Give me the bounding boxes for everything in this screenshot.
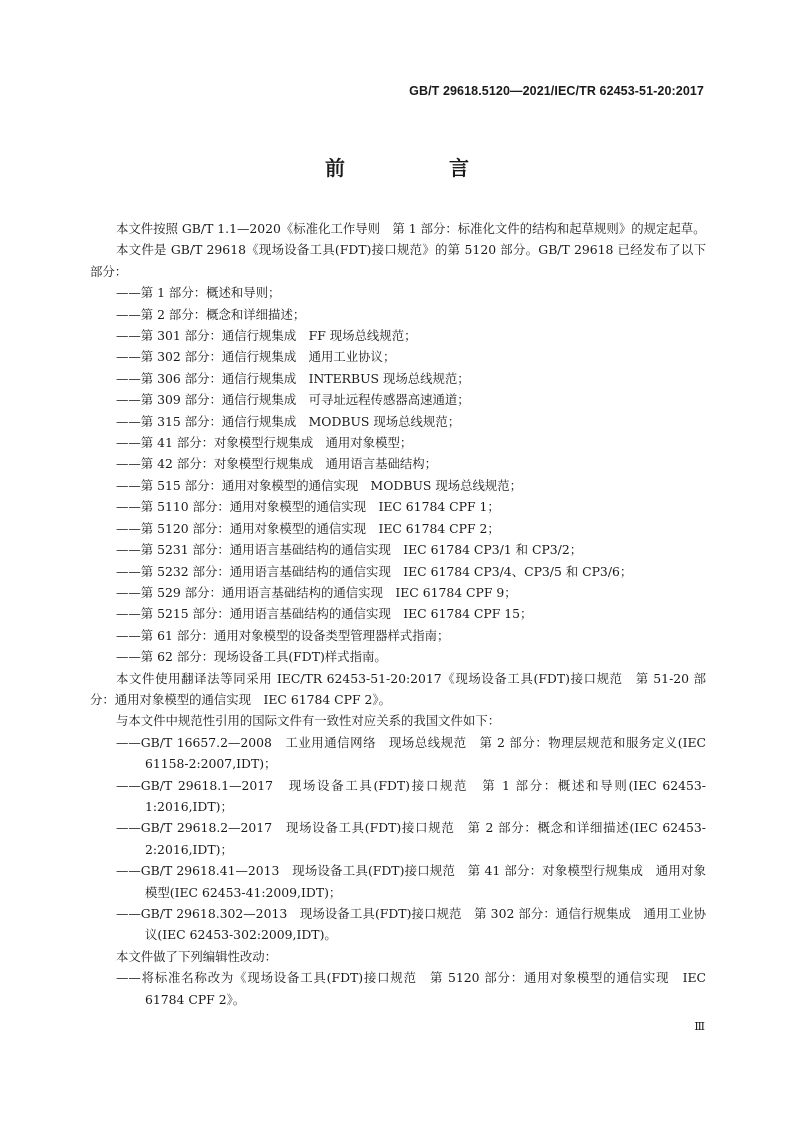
- list-item: ——第 302 部分：通信行规集成 通用工业协议；: [116, 349, 396, 365]
- list-item: ——第 5231 部分：通用语言基础结构的通信实现 IEC 61784 CP3/1 和 CP3/2；: [116, 542, 583, 558]
- list-item: ——将标准名称改为《现场设备工具(FDT)接口规范 第 5120 部分：通用对象模型的通信实现 IEC 61784 CPF 2》。: [116, 970, 706, 1007]
- list-item: ——GB/T 29618.1—2017 现场设备工具(FDT)接口规范 第 1 部分：概述和导则(IEC 62453-1:2016,IDT)；: [116, 777, 706, 814]
- standard-code-header: GB/T 29618.5120—2021/IEC/TR 62453-51-20:2017: [409, 84, 704, 98]
- list-item: ——第 315 部分：通信行规集成 MODBUS 现场总线规范；: [116, 413, 461, 429]
- list-item: ——GB/T 29618.302—2013 现场设备工具(FDT)接口规范 第 302 部分：通信行规集成 通用工业协议(IEC 62453-302:2009,IDT)。: [116, 906, 706, 943]
- list-item: ——GB/T 16657.2—2008 工业用通信网络 现场总线规范 第 2 部分：物理层规范和服务定义(IEC 61158-2:2007,IDT)；: [116, 734, 706, 772]
- translation-paragraph: 本文件使用翻译法等同采用 IEC/TR 62453-51-20:2017《现场设备工具(FDT)接口规范 第 51-20 部分：通用对象模型的通信实现 IEC 61784 CPF 2》。: [90, 670, 706, 707]
- edits-paragraph: 本文件做了下列编辑性改动：: [116, 948, 278, 964]
- correspondence-paragraph: 与本文件中规范性引用的国际文件有一致性对应关系的我国文件如下：: [116, 713, 501, 729]
- intro-paragraph-1: 本文件按照 GB/T 1.1—2020《标准化工作导则 第 1 部分：标准化文件的结构和起草规则》的规定起草。: [116, 221, 706, 236]
- list-item: ——第 62 部分：现场设备工具(FDT)样式指南。: [116, 649, 387, 665]
- list-item: ——第 2 部分：概念和详细描述；: [116, 306, 306, 322]
- list-item: ——第 42 部分：对象模型行规集成 通用语言基础结构；: [116, 456, 438, 472]
- page-title: 前 言: [325, 156, 511, 180]
- list-item: ——第 5215 部分：通用语言基础结构的通信实现 IEC 61784 CPF 15；: [116, 606, 533, 622]
- foreword-body: [90, 218, 706, 1010]
- list-item: ——第 515 部分：通用对象模型的通信实现 MODBUS 现场总线规范；: [116, 477, 523, 493]
- list-item: ——GB/T 29618.41—2013 现场设备工具(FDT)接口规范 第 41 部分：对象模型行规集成 通用对象模型(IEC 62453-41:2009,IDT)；: [116, 863, 706, 900]
- parts-list: [90, 282, 706, 667]
- list-item: ——第 306 部分：通信行规集成 INTERBUS 现场总线规范；: [116, 370, 470, 386]
- edits-list: [90, 967, 706, 1010]
- list-item: ——第 5110 部分：通用对象模型的通信实现 IEC 61784 CPF 1；: [116, 499, 500, 515]
- list-item: ——第 301 部分：通信行规集成 FF 现场总线规范；: [116, 328, 417, 344]
- page-number: Ⅲ: [694, 1020, 704, 1033]
- list-item: ——第 41 部分：对象模型行规集成 通用对象模型；: [116, 435, 413, 451]
- list-item: ——第 5120 部分：通用对象模型的通信实现 IEC 61784 CPF 2；: [116, 520, 500, 536]
- list-item: ——第 1 部分：概述和导则；: [116, 285, 281, 301]
- intro-paragraph-2: 本文件是 GB/T 29618《现场设备工具(FDT)接口规范》的第 5120 部分。GB/T 29618 已经发布了以下部分：: [90, 242, 706, 279]
- list-item: ——第 309 部分：通信行规集成 可寻址远程传感器高速通道；: [116, 392, 470, 408]
- list-item: ——GB/T 29618.2—2017 现场设备工具(FDT)接口规范 第 2 部分：概念和详细描述(IEC 62453-2:2016,IDT)；: [116, 820, 706, 857]
- list-item: ——第 5232 部分：通用语言基础结构的通信实现 IEC 61784 CP3/4、CP3/5 和 CP3/6；: [116, 563, 633, 579]
- list-item: ——第 529 部分：通用语言基础结构的通信实现 IEC 61784 CPF 9；: [116, 584, 517, 600]
- reference-list: [90, 732, 706, 946]
- list-item: ——第 61 部分：通用对象模型的设备类型管理器样式指南；: [116, 627, 450, 643]
